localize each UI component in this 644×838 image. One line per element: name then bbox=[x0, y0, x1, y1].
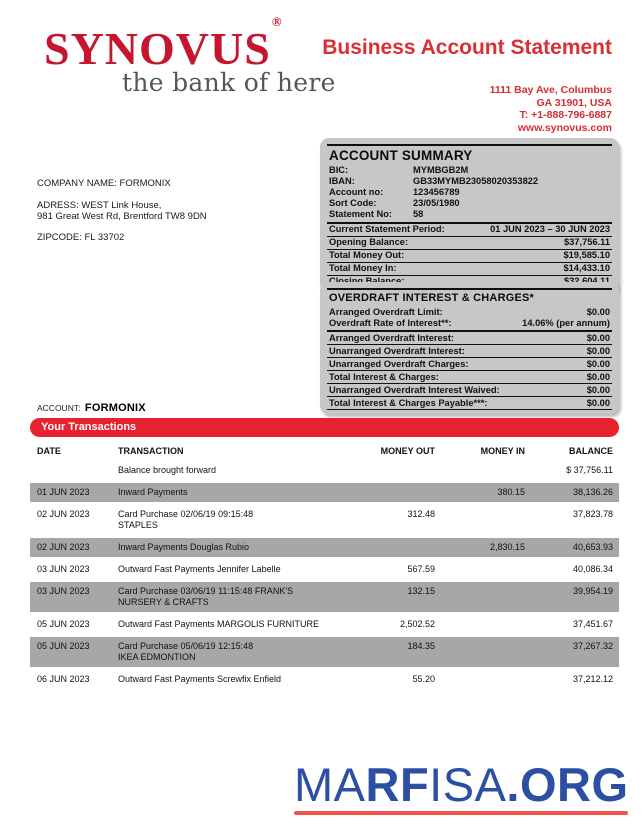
tx-money-in bbox=[435, 465, 525, 476]
tx-description-line: Balance brought forward bbox=[118, 465, 217, 475]
account-label: ACCOUNT: bbox=[37, 403, 81, 413]
account-line bbox=[37, 398, 619, 414]
tx-description-line: Outward Fast Payments Jennifer Labelle bbox=[118, 564, 281, 574]
company-address-line: 981 Great West Rd, Brentford TW8 9DN bbox=[37, 211, 207, 222]
marfisa-wordmark bbox=[294, 758, 632, 811]
tx-description-line: Inward Payments bbox=[118, 487, 188, 497]
tx-description-line: Card Purchase 02/06/19 09:15:48 bbox=[118, 509, 254, 519]
wordmark-segment: .ORG bbox=[506, 758, 629, 811]
tx-money-out: 184.35 bbox=[407, 641, 435, 651]
balance-value: $37,756.11 bbox=[563, 237, 610, 248]
transaction-row bbox=[30, 483, 619, 502]
tx-date: 03 JUN 2023 bbox=[37, 564, 90, 574]
tx-description bbox=[118, 674, 340, 685]
balance-value: $14,433.10 bbox=[563, 263, 610, 274]
tx-money-out: 55.20 bbox=[412, 674, 435, 684]
overdraft-label: Total Interest & Charges Payable***: bbox=[329, 397, 488, 408]
tx-description-line: Outward Fast Payments Screwfix Enfield bbox=[118, 674, 282, 684]
bank-website: www.synovus.com bbox=[517, 121, 612, 134]
tx-description bbox=[118, 487, 340, 498]
company-name-line: COMPANY NAME: FORMONIX bbox=[37, 178, 171, 189]
overdraft-value: $0.00 bbox=[586, 384, 610, 395]
overdraft-value: $0.00 bbox=[586, 307, 610, 317]
overdraft-row bbox=[327, 371, 612, 384]
tx-balance: 40,653.93 bbox=[572, 542, 613, 552]
tx-description bbox=[118, 586, 340, 608]
tx-balance: 37,451.67 bbox=[572, 619, 613, 629]
col-header-money-out: MONEY OUT bbox=[380, 446, 435, 456]
summary-balance-row bbox=[327, 250, 612, 263]
balance-label: Current Statement Period: bbox=[329, 224, 445, 235]
tx-money-in bbox=[435, 564, 525, 575]
tx-description bbox=[118, 465, 340, 476]
account-name: FORMONIX bbox=[84, 402, 146, 414]
bank-phone: T: +1-888-796-6887 bbox=[519, 109, 612, 121]
bank-address-line: GA 31901, USA bbox=[536, 96, 612, 109]
tx-description-line: STAPLES bbox=[118, 520, 158, 530]
tx-balance: 37,267.32 bbox=[572, 641, 613, 651]
info-label: IBAN: bbox=[329, 175, 355, 186]
info-value: GB33MYMB23058020353822 bbox=[413, 175, 539, 186]
transaction-row bbox=[30, 505, 619, 535]
overdraft-value: 14.06% (per annum) bbox=[522, 317, 610, 328]
transaction-row bbox=[30, 538, 619, 557]
transaction-row bbox=[30, 560, 619, 579]
overdraft-row bbox=[327, 332, 612, 345]
info-value: 23/05/1980 bbox=[413, 197, 460, 208]
transactions-section bbox=[30, 398, 619, 692]
overdraft-row bbox=[327, 345, 612, 358]
tx-money-out: 567.59 bbox=[407, 564, 435, 574]
tx-money-out bbox=[340, 487, 435, 498]
company-address-line: ADRESS: WEST Link House, bbox=[37, 200, 162, 211]
overdraft-row bbox=[327, 358, 612, 371]
marfisa-underline bbox=[294, 811, 628, 815]
tx-description-line: NURSERY & CRAFTS bbox=[118, 597, 209, 607]
marfisa-logo bbox=[294, 758, 632, 815]
overdraft-title: OVERDRAFT INTEREST & CHARGES* bbox=[329, 292, 535, 304]
info-label: BIC: bbox=[329, 165, 349, 175]
overdraft-value: $0.00 bbox=[586, 371, 610, 382]
box-top-rule bbox=[327, 288, 612, 290]
transaction-row bbox=[30, 461, 619, 480]
tx-date: 06 JUN 2023 bbox=[37, 674, 90, 684]
info-label: Account no: bbox=[329, 186, 384, 197]
tx-balance: 40,086.34 bbox=[572, 564, 613, 574]
tx-description bbox=[118, 619, 340, 630]
tx-description bbox=[118, 542, 340, 553]
info-value: 58 bbox=[413, 208, 424, 219]
tx-money-in: 380.15 bbox=[497, 487, 525, 497]
tx-description bbox=[118, 641, 340, 663]
tx-balance: 38,136.26 bbox=[572, 487, 613, 497]
tx-date: 03 JUN 2023 bbox=[37, 586, 90, 596]
summary-info-row bbox=[329, 187, 610, 198]
balance-label: Opening Balance: bbox=[329, 237, 409, 248]
balance-value: 01 JUN 2023 – 30 JUN 2023 bbox=[490, 224, 610, 235]
overdraft-label: Unarranged Overdraft Interest Waived: bbox=[329, 384, 500, 395]
overdraft-value: $0.00 bbox=[586, 358, 610, 369]
tx-description-line: Inward Payments Douglas Rubio bbox=[118, 542, 250, 552]
tx-balance: 37,212.12 bbox=[572, 674, 613, 684]
tx-description-line: Card Purchase 03/06/19 11:15:48 FRANK'S bbox=[118, 586, 294, 596]
info-label: Statement No: bbox=[329, 208, 393, 219]
overdraft-value: $0.00 bbox=[586, 345, 610, 356]
tx-balance: 37,823.78 bbox=[572, 509, 613, 519]
col-header-money-in: MONEY IN bbox=[480, 446, 525, 456]
box-top-rule bbox=[327, 144, 612, 146]
tx-balance: $ 37,756.11 bbox=[566, 465, 613, 475]
tx-money-out: 312.48 bbox=[407, 509, 435, 519]
transaction-row bbox=[30, 582, 619, 612]
overdraft-label: Unarranged Overdraft Charges: bbox=[329, 358, 469, 369]
tx-date: 02 JUN 2023 bbox=[37, 509, 90, 519]
balance-label: Total Money In: bbox=[329, 263, 397, 274]
tx-description bbox=[118, 509, 340, 531]
balance-value: $19,585.10 bbox=[563, 250, 610, 261]
transaction-row bbox=[30, 637, 619, 667]
tx-date: 02 JUN 2023 bbox=[37, 542, 90, 552]
company-info-block bbox=[37, 178, 207, 243]
overdraft-top-rows bbox=[329, 307, 610, 328]
overdraft-charges-box bbox=[320, 282, 619, 414]
overdraft-row bbox=[327, 384, 612, 397]
overdraft-row bbox=[329, 307, 610, 318]
wordmark-segment: ISA bbox=[429, 758, 507, 811]
tx-money-in bbox=[435, 641, 525, 663]
summary-balance-row bbox=[327, 224, 612, 237]
logo-wordmark: SYNOVUS bbox=[44, 23, 271, 74]
tx-money-in bbox=[435, 619, 525, 630]
transactions-bar-title: Your Transactions bbox=[41, 421, 137, 433]
overdraft-label: Arranged Overdraft Interest: bbox=[329, 332, 455, 343]
summary-balance-row bbox=[327, 263, 612, 276]
overdraft-value: $0.00 bbox=[586, 397, 610, 408]
tx-money-in bbox=[435, 509, 525, 531]
info-value: 123456789 bbox=[413, 186, 460, 197]
tx-description-line: Card Purchase 05/06/19 12:15:48 bbox=[118, 641, 254, 651]
col-header-date: DATE bbox=[37, 446, 61, 456]
overdraft-label: Arranged Overdraft Limit: bbox=[329, 307, 443, 317]
summary-info-row bbox=[329, 209, 610, 220]
info-value: MYMBGB2M bbox=[413, 165, 469, 175]
tx-money-out bbox=[340, 465, 435, 476]
account-summary-title: ACCOUNT SUMMARY bbox=[329, 148, 473, 163]
tx-money-in bbox=[435, 586, 525, 608]
tx-date: 05 JUN 2023 bbox=[37, 619, 90, 629]
company-zipcode-line: ZIPCODE: FL 33702 bbox=[37, 232, 125, 243]
overdraft-label: Unarranged Overdraft Interest: bbox=[329, 345, 465, 356]
wordmark-segment: MA bbox=[294, 758, 366, 811]
balance-label: Total Money Out: bbox=[329, 250, 405, 261]
summary-info-row bbox=[329, 165, 610, 176]
col-header-transaction: TRANSACTION bbox=[118, 446, 184, 456]
statement-title: Business Account Statement bbox=[322, 36, 612, 59]
tx-money-out: 132.15 bbox=[407, 586, 435, 596]
tx-money-in: 2,830.15 bbox=[489, 542, 525, 552]
summary-info-row bbox=[329, 176, 610, 187]
tx-balance: 39,954.19 bbox=[572, 586, 613, 596]
overdraft-label: Overdraft Rate of Interest**: bbox=[329, 317, 452, 328]
tx-description-line: IKEA EDMONTION bbox=[118, 652, 196, 662]
summary-balance-row bbox=[327, 237, 612, 250]
tx-description bbox=[118, 564, 340, 575]
your-transactions-bar bbox=[30, 418, 619, 437]
tx-date: 05 JUN 2023 bbox=[37, 641, 90, 651]
bank-tagline: the bank of here bbox=[122, 68, 336, 97]
transaction-row bbox=[30, 670, 619, 689]
tx-money-out bbox=[340, 542, 435, 553]
wordmark-segment: RF bbox=[365, 758, 430, 811]
tx-money-in bbox=[435, 674, 525, 685]
tx-description-line: Outward Fast Payments MARGOLIS FURNITURE bbox=[118, 619, 320, 629]
bank-address-block bbox=[490, 84, 612, 134]
overdraft-row bbox=[329, 318, 610, 329]
info-label: Sort Code: bbox=[329, 197, 377, 208]
summary-balances bbox=[327, 222, 612, 289]
overdraft-label: Total Interest & Charges: bbox=[329, 371, 439, 382]
registered-trademark-symbol: ® bbox=[271, 13, 283, 29]
account-summary-info bbox=[329, 165, 610, 220]
transaction-row bbox=[30, 615, 619, 634]
bank-address-line: 1111 Bay Ave, Columbus bbox=[489, 84, 612, 96]
account-summary-box bbox=[320, 138, 619, 293]
summary-info-row bbox=[329, 198, 610, 209]
transactions-header-row bbox=[30, 446, 619, 456]
tx-date: 01 JUN 2023 bbox=[37, 487, 90, 497]
tx-money-out: 2,502.52 bbox=[399, 619, 435, 629]
overdraft-value: $0.00 bbox=[586, 332, 610, 343]
col-header-balance: BALANCE bbox=[569, 446, 613, 456]
tx-date bbox=[37, 465, 118, 476]
